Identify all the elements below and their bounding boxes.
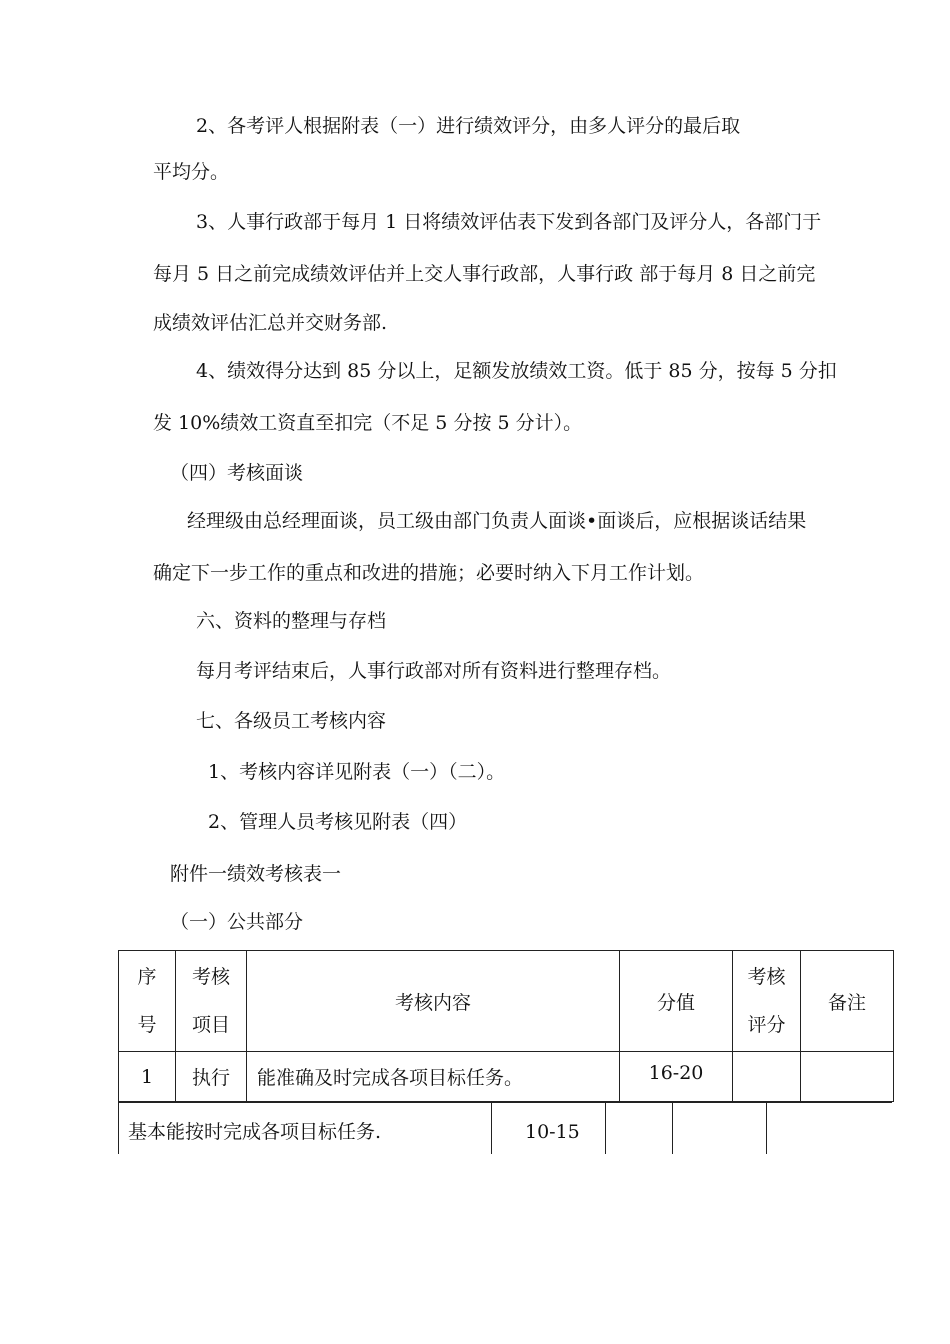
header-remark: 备注 bbox=[801, 951, 894, 1052]
para-2-line-2: 平均分。 bbox=[153, 161, 230, 183]
header-eval bbox=[733, 951, 801, 1052]
heading-interview: （四）考核面谈 bbox=[170, 462, 304, 484]
row2-score: 10-15 bbox=[525, 1121, 580, 1143]
header-item-a: 考核 bbox=[191, 966, 230, 988]
row1-content-text: 能准确及时完成各项目标任务。 bbox=[257, 1067, 524, 1089]
header-seq bbox=[119, 951, 176, 1052]
row1-score: 16-20 bbox=[620, 1052, 733, 1102]
row2-divider-4 bbox=[766, 1102, 767, 1154]
para-3-line-3: 成绩效评估汇总并交财务部. bbox=[153, 312, 388, 334]
row1-remark bbox=[801, 1052, 894, 1102]
header-item bbox=[176, 951, 247, 1052]
header-score: 分值 bbox=[620, 951, 733, 1052]
row2-bottom-border bbox=[118, 1102, 892, 1103]
para-interview-line-1: 经理级由总经理面谈，员工级由部门负责人面谈•面谈后，应根据谈话结果 bbox=[187, 510, 807, 532]
para-3-line-1: 3、人事行政部于每月 1 日将绩效评估表下发到各部门及评分人，各部门于 bbox=[196, 211, 822, 233]
row2-divider-1 bbox=[491, 1102, 492, 1154]
table-row-fragment bbox=[118, 1102, 892, 1154]
header-eval-a: 考核 bbox=[747, 966, 786, 988]
heading-archive: 六、资料的整理与存档 bbox=[196, 610, 387, 632]
row1-eval bbox=[733, 1052, 801, 1102]
section-public: （一）公共部分 bbox=[170, 911, 304, 933]
row2-left-border bbox=[118, 1102, 119, 1154]
row2-content: 基本能按时完成各项目标任务. bbox=[128, 1121, 382, 1143]
row2-divider-2 bbox=[605, 1102, 606, 1154]
item-content-1: 1、考核内容详见附表（一）（二）。 bbox=[208, 761, 506, 783]
header-eval-b: 评分 bbox=[747, 1014, 786, 1036]
item-content-2: 2、管理人员考核见附表（四） bbox=[208, 811, 468, 833]
table-row bbox=[119, 1052, 894, 1102]
header-content: 考核内容 bbox=[247, 951, 620, 1052]
row2-divider-3 bbox=[672, 1102, 673, 1154]
para-3-line-2: 每月 5 日之前完成绩效评估并上交人事行政部，人事行政 部于每月 8 日之前完 bbox=[153, 263, 816, 285]
table-header-row bbox=[119, 951, 894, 1052]
para-2-line-1: 2、各考评人根据附表（一）进行绩效评分，由多人评分的最后取 bbox=[196, 115, 741, 137]
para-interview-line-2: 确定下一步工作的重点和改进的措施；必要时纳入下月工作计划。 bbox=[153, 562, 705, 584]
heading-content: 七、各级员工考核内容 bbox=[196, 710, 387, 732]
header-seq-a: 序 bbox=[137, 966, 157, 988]
para-4-line-1: 4、绩效得分达到 85 分以上，足额发放绩效工资。低于 85 分，按每 5 分扣 bbox=[196, 360, 837, 382]
annex-title: 附件一绩效考核表一 bbox=[170, 863, 342, 885]
row1-item: 执行 bbox=[176, 1052, 247, 1102]
para-4-line-2: 发 10%绩效工资直至扣完（不足 5 分按 5 分计）。 bbox=[153, 412, 583, 434]
assessment-table bbox=[118, 950, 894, 1102]
para-archive: 每月考评结束后，人事行政部对所有资料进行整理存档。 bbox=[196, 660, 672, 682]
row1-content bbox=[247, 1052, 620, 1102]
header-item-b: 项目 bbox=[191, 1014, 230, 1036]
header-seq-b: 号 bbox=[137, 1014, 157, 1036]
row1-seq: 1 bbox=[119, 1052, 176, 1102]
